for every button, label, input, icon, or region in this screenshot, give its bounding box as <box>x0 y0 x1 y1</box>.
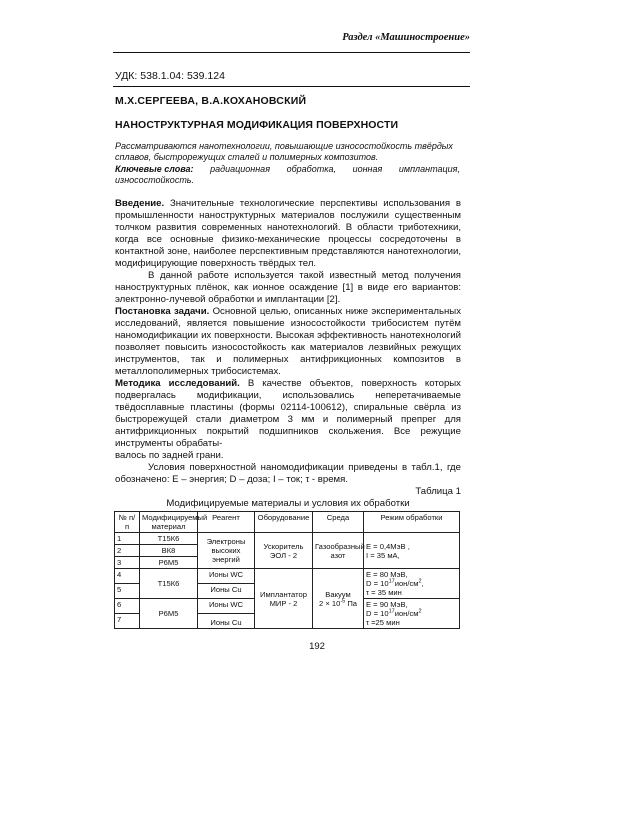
material-cell: Т15К6 <box>140 569 198 599</box>
mode-cell <box>364 533 460 569</box>
keyword: ионная <box>352 163 383 174</box>
conditions-paragraph: Условия поверхностной наномодификации приведены в табл.1, где обозначено: Е – энергия; D – доза; I – ток; τ - время. <box>115 462 461 485</box>
header-cell: Реагент <box>198 512 255 533</box>
section-header: Раздел «Машиностроение» <box>342 32 470 43</box>
keyword: обработка, <box>286 163 336 174</box>
method-paragraph <box>115 378 461 450</box>
row-number: 4 <box>115 569 140 584</box>
medium-vacuum: Вакуум <box>325 589 351 599</box>
mode-energy: Е = 0,4МэВ , <box>366 541 410 551</box>
row-number: 2 <box>115 545 140 557</box>
task-paragraph <box>115 306 461 378</box>
reagent-cell: Ионы WC <box>198 569 255 584</box>
header-rule <box>113 52 470 53</box>
mode-dose: $D = 10^{17}ион/см^2$, <box>366 578 424 588</box>
conditions-table <box>114 511 460 629</box>
intro-label: Введение. <box>115 198 165 209</box>
medium-cell <box>313 569 364 629</box>
table-row <box>115 569 460 584</box>
task-label: Постановка задачи. <box>115 306 210 317</box>
row-number: 5 <box>115 584 140 599</box>
table-caption: Модифицируемые материалы и условия их обработки <box>166 498 410 509</box>
mode-energy: Е = 80 МэВ, <box>366 570 408 579</box>
reagent-cell: Ионы WC <box>198 599 255 614</box>
mode-energy: Е = 90 МэВ, <box>366 600 408 609</box>
authors: М.Х.СЕРГЕЕВА, В.А.КОХАНОВСКИЙ <box>115 95 307 107</box>
table-row <box>115 533 460 545</box>
udk-code: УДК: 538.1.04: 539.124 <box>115 70 225 82</box>
method-tail: валось по задней грани. <box>115 450 224 461</box>
method-label: Методика исследований. <box>115 378 240 389</box>
row-number: 7 <box>115 614 140 629</box>
keyword: имплантация, <box>398 163 460 174</box>
header-cell: Модифицируемый материал <box>140 512 198 533</box>
table-header-row <box>115 512 460 533</box>
udk-rule <box>113 86 470 87</box>
mode-dose: $D = 10^{17}ион/см^2$ <box>366 608 422 618</box>
article-body <box>115 198 461 510</box>
intro-paragraph <box>115 198 461 270</box>
mode-time: τ =25 мин <box>366 618 400 627</box>
medium-cell: Газообразный азот <box>313 533 364 569</box>
material-cell: ВК8 <box>140 545 198 557</box>
keywords-tail: износостойкость. <box>115 175 195 186</box>
row-number: 3 <box>115 557 140 569</box>
task-text: Основной целью, описанных ниже экспериментальных исследований, является повышение износостойкости трибосистем путём наномодификации их поверхности. Высокая эффективность нанотехнологий позволяет повысить износостойкость как материалов лезвийных режущих инструментов, так и полимерных антифрикционных композитов в металлополимерных трибосистемах. <box>115 306 461 377</box>
equipment-cell: Ускоритель ЭОЛ - 2 <box>255 533 313 569</box>
reagent-cell: Электроны высоких энергий <box>198 533 255 569</box>
article-title: НАНОСТРУКТУРНАЯ МОДИФИКАЦИЯ ПОВЕРХНОСТИ <box>115 119 399 131</box>
material-cell: Р6М5 <box>140 599 198 629</box>
medium-pressure: $2 \times 10^{-5}$ Па <box>318 597 357 608</box>
reagent-cell: Ионы Cu <box>198 614 255 629</box>
header-cell: № п/п <box>115 512 140 533</box>
header-cell: Режим обработки <box>364 512 460 533</box>
keywords-line <box>115 164 460 175</box>
abstract <box>115 141 460 187</box>
keywords-label: Ключевые слова: <box>115 163 194 174</box>
row-number: 6 <box>115 599 140 614</box>
mode-cell <box>364 599 460 629</box>
mode-current: I = 35 мА, <box>366 550 400 560</box>
method-intro-paragraph: В данной работе используется такой известный метод получения наноструктурных плёнок, как ионное осаждение [1] в виде его вариантов: электронно-лучевой обработки и имплантации [2]. <box>115 270 461 305</box>
table-number: Таблица 1 <box>415 486 461 497</box>
keyword: радиационная <box>210 163 270 174</box>
material-cell: Р6М5 <box>140 557 198 569</box>
header-cell: Среда <box>313 512 364 533</box>
mode-time: τ = 35 мин <box>366 588 402 597</box>
reagent-cell: Ионы Cu <box>198 584 255 599</box>
intro-text: Значительные технологические перспективы использования в промышленности наноструктурных материалов послужили существенным толчком развития современных нанотехнологий. В области триботехники, когда все основные физико-механические процессы сосредоточены в контактной зоне, наиболее перспективным представляются нанотехнологии, модифицирующие поверхность твёрдых тел. <box>115 198 461 269</box>
abstract-text: Рассматриваются нанотехнологии, повышающие износостойкость твёрдых сплавов, быстрорежущих сталей и полимерных композитов. <box>115 141 453 163</box>
page-number: 192 <box>309 641 325 652</box>
row-number: 1 <box>115 533 140 545</box>
equipment-cell: Имплантатор МИР - 2 <box>255 569 313 629</box>
method-text: В качестве объектов, поверхность которых подвергалась модификации, использовались неперетачиваемые твёдосплавные пластины (формы 02114-100612), спиральные свёрла из быстрорежущей стали диаметром 3 мм и полимерный препрег для антифрикционных покрытий подшипников скольжения. Все режущие инструменты обрабаты- <box>115 378 461 449</box>
header-cell: Оборудование <box>255 512 313 533</box>
mode-cell <box>364 569 460 599</box>
material-cell: Т15К6 <box>140 533 198 545</box>
